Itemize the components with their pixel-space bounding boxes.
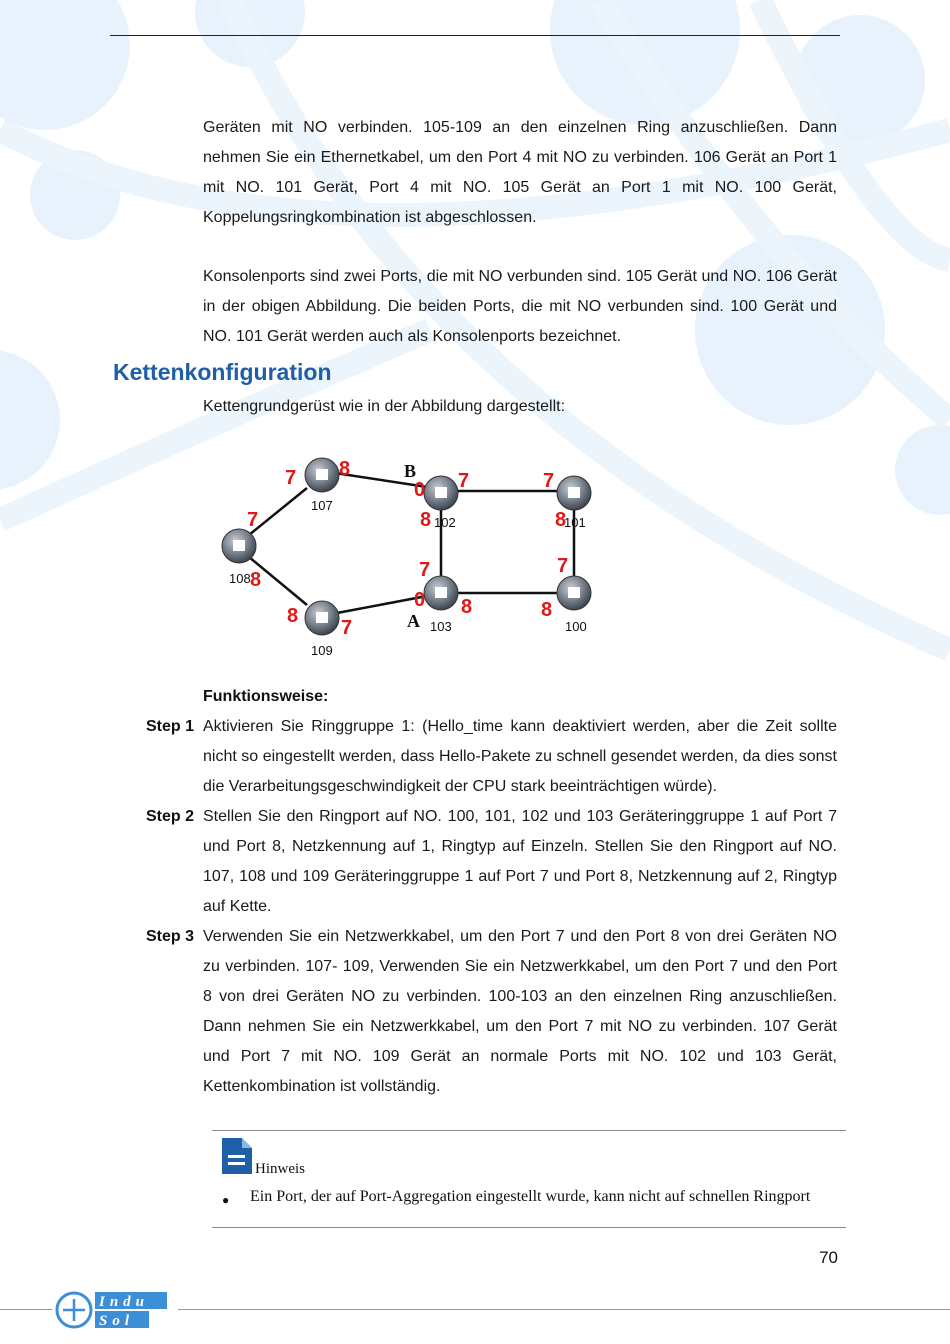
- device-node-108: [222, 529, 256, 563]
- header-rule: [110, 35, 840, 36]
- device-label-101: 101: [564, 515, 586, 530]
- diagram-links: [249, 473, 574, 613]
- device-node-103: [424, 576, 458, 610]
- paragraph-console-ports: Konsolenports sind zwei Ports, die mit NO verbunden sind. 105 Gerät und NO. 106 Gerät in der obigen Abbildung. Die beiden Ports, die mit NO verbunden sind. 100 Gerät und NO. 101 Gerät werden auch als Konsolenports bezeichnet.: [203, 268, 837, 345]
- note-title: Hinweis: [255, 1161, 305, 1177]
- step-label-2: Step 2: [146, 808, 195, 825]
- device-label-107: 107: [311, 498, 333, 513]
- indusol-logo: [55, 1290, 170, 1330]
- port-label: 8: [339, 458, 351, 480]
- step-label-1: Step 1: [146, 718, 195, 735]
- logo-line-1: Indu: [99, 1294, 150, 1310]
- port-label: 7: [247, 509, 259, 531]
- port-label: 8: [461, 596, 473, 618]
- note-top-rule: [212, 1130, 846, 1131]
- step-label-3: Step 3: [146, 928, 195, 945]
- port-label: 8: [287, 605, 299, 627]
- device-node-100: [557, 576, 591, 610]
- port-label: 8: [250, 569, 262, 591]
- operation-heading: Funktionsweise:: [203, 688, 329, 705]
- note-text: Ein Port, der auf Port-Aggregation eingestellt wurde, kann nicht auf schnellen Ringport: [250, 1188, 811, 1205]
- device-label-103: 103: [430, 619, 452, 634]
- port-label: 8: [420, 509, 432, 531]
- port-label: 7: [341, 617, 353, 639]
- paragraph-coupling-ring: Geräten mit NO verbinden. 105-109 an den einzelnen Ring anzuschließen. Dann nehmen Sie ein Ethernetkabel, um den Port 4 mit NO zu verbinden. 106 Gerät an Port 1 mit NO. 101 Gerät, Port 4 mit NO. 105 Gerät an Port 1 mit NO. 100 Gerät, Koppelungsringkombination ist abgeschlossen.: [203, 119, 837, 226]
- device-node-109: [305, 601, 339, 635]
- section-intro: Kettengrundgerüst wie in der Abbildung dargestellt:: [203, 398, 566, 415]
- logo-line-2: Sol: [99, 1313, 135, 1329]
- note-bullet: ●: [222, 1193, 230, 1207]
- port-label: 0: [414, 589, 426, 611]
- step-text-3: Verwenden Sie ein Netzwerkkabel, um den Port 7 und den Port 8 von drei Geräten NO zu verbinden. 107- 109, Verwenden Sie ein Netzwerkkabel, um den Port 7 und den Port 8 von drei Geräten NO zu verbinden. 100-103 an den einzelnen Ring anzuschließen. Dann nehmen Sie ein Netzwerkkabel, um den Port 7 mit NO zu verbinden. 107 Gerät und Port 7 mit NO. 109 Gerät an normale Ports mit NO. 102 und 103 Gerät, Kettenkombination ist vollständig.: [203, 928, 837, 1095]
- page-number: 70: [819, 1248, 838, 1267]
- port-label: 7: [458, 470, 470, 492]
- port-label: 8: [541, 599, 553, 621]
- port-label: 7: [557, 555, 569, 577]
- device-label-102: 102: [434, 515, 456, 530]
- port-label: 7: [543, 470, 555, 492]
- port-label: 7: [285, 467, 297, 489]
- device-label-100: 100: [565, 619, 587, 634]
- footer-line-right: [178, 1309, 950, 1310]
- step-text-1: Aktivieren Sie Ringgruppe 1: (Hello_time kann deaktiviert werden, aber die Zeit sollte nicht so eingestellt werden, dass Hello-Pakete zu schnell gesendet werden, da dies sonst die Verarbeitungsgeschwindigkeit der CPU stark beeinträchtigen würde).: [203, 718, 837, 795]
- device-node-102: [424, 476, 458, 510]
- device-node-107: [305, 458, 339, 492]
- device-node-101: [557, 476, 591, 510]
- device-label-108: 108: [229, 571, 251, 586]
- port-label: 8: [555, 509, 567, 531]
- document-note-icon: [220, 1136, 254, 1176]
- section-heading: Kettenkonfiguration: [113, 359, 332, 385]
- chain-topology-diagram: [215, 448, 615, 663]
- footer-line-left: [0, 1309, 52, 1310]
- port-label: 7: [419, 559, 431, 581]
- device-label-109: 109: [311, 643, 333, 658]
- port-label: 0: [414, 479, 426, 501]
- point-label-a: A: [407, 611, 420, 631]
- point-label-b: B: [404, 461, 417, 481]
- step-text-2: Stellen Sie den Ringport auf NO. 100, 101, 102 und 103 Geräteringgruppe 1 auf Port 7 und Port 8, Netzkennung auf 1, Ringtyp auf Einzeln. Stellen Sie den Ringport auf NO. 107, 108 und 109 Geräteringgruppe 1 auf Port 7 und Port 8, Netzkennung auf 2, Ringtyp auf Kette.: [203, 808, 837, 915]
- note-bottom-rule: [212, 1227, 846, 1228]
